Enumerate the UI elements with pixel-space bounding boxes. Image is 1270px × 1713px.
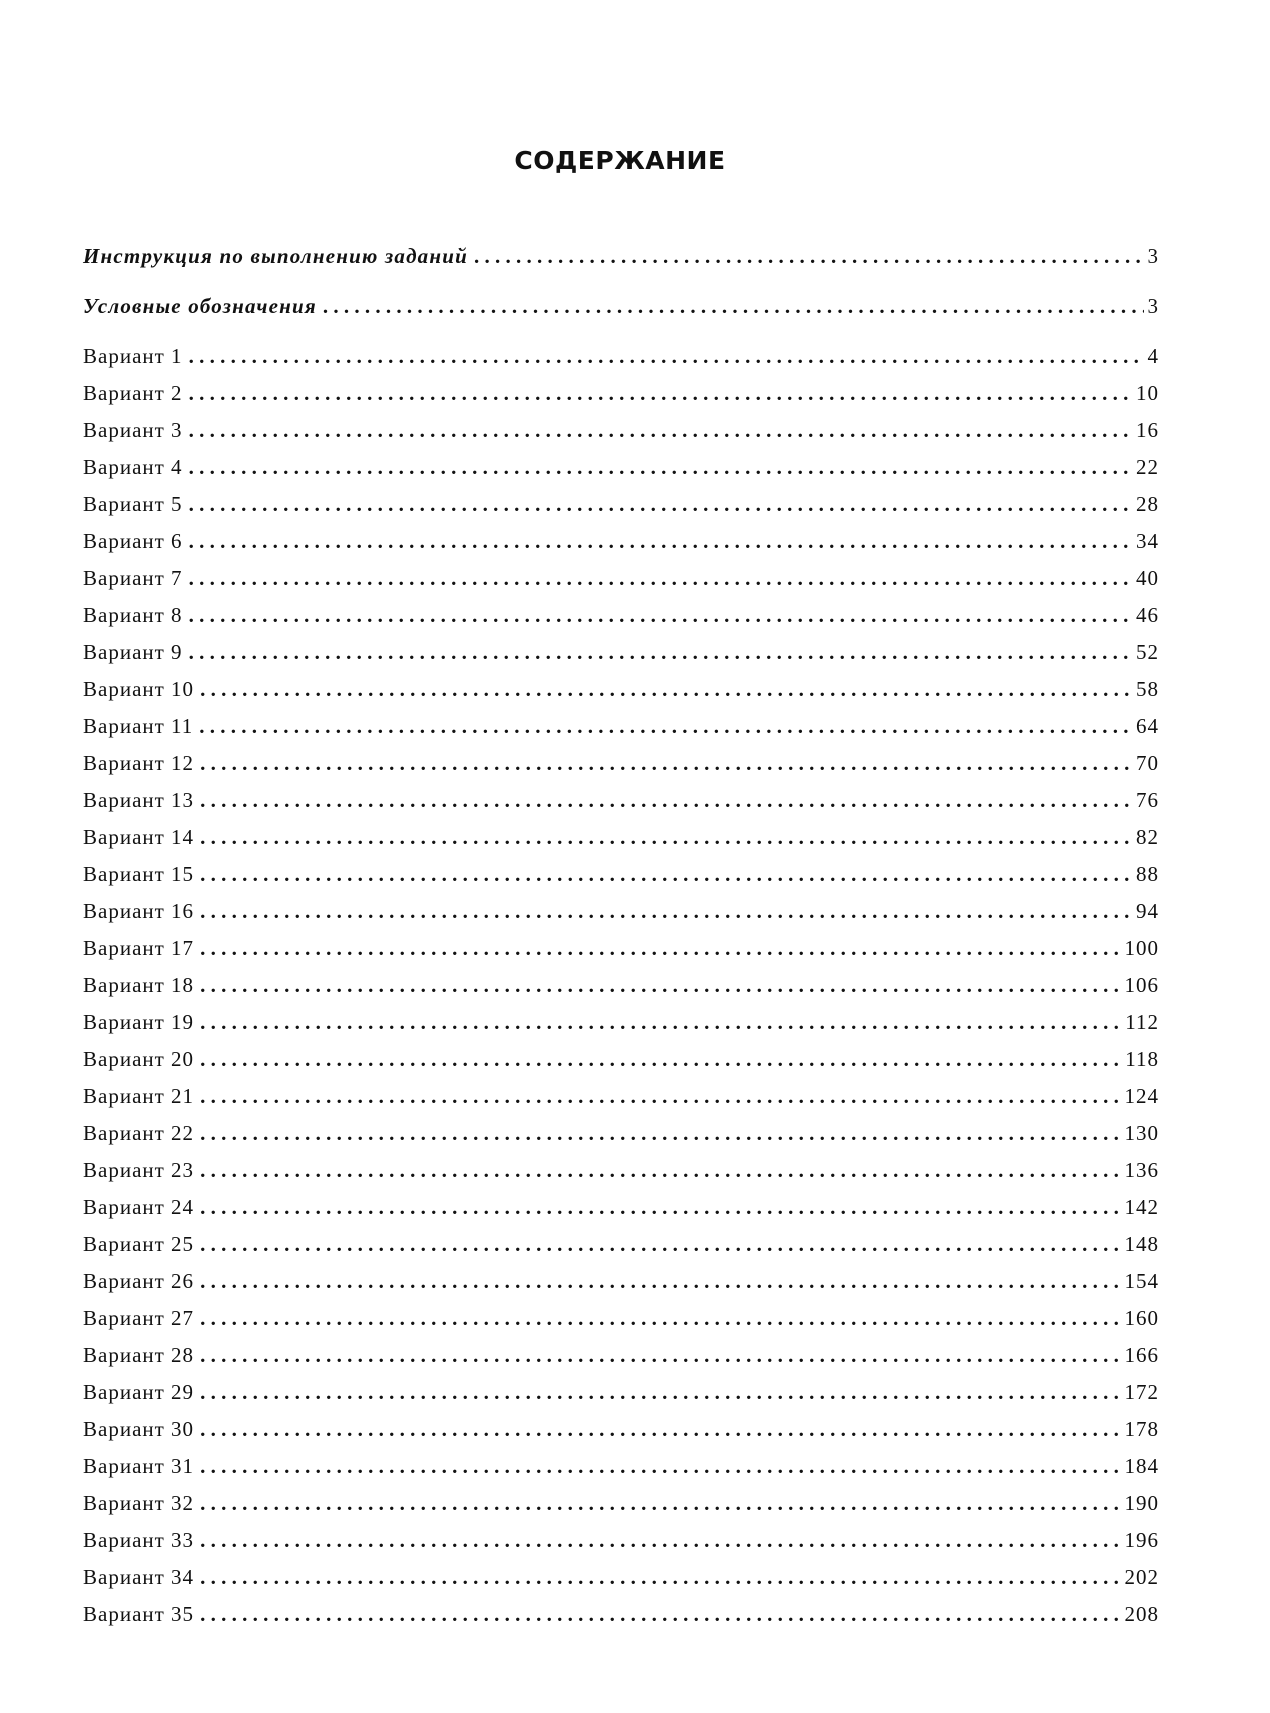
toc-variant-entry[interactable]	[83, 782, 1159, 819]
toc-entry-page-number: 52	[1136, 640, 1159, 664]
toc-entry-label: Вариант 7	[83, 566, 183, 590]
toc-entry-page-number: 76	[1136, 788, 1159, 812]
toc-variant-entry[interactable]	[83, 1189, 1159, 1226]
toc-entry-label: Вариант 33	[83, 1528, 195, 1552]
toc-entry-page-number: 196	[1124, 1528, 1159, 1552]
toc-entry-label: Вариант 21	[83, 1084, 195, 1108]
toc-variants	[83, 338, 1159, 1633]
toc-entry-label: Инструкция по выполнению заданий	[83, 244, 469, 268]
toc-entry-page-number: 184	[1124, 1454, 1159, 1478]
toc-variant-entry[interactable]	[83, 1559, 1159, 1596]
toc-variant-entry[interactable]	[83, 375, 1159, 412]
toc-variant-entry[interactable]	[83, 1041, 1159, 1078]
toc-entry-page-number: 3	[1147, 244, 1159, 268]
toc-entry-page-number: 94	[1136, 899, 1159, 923]
toc-entry-label: Вариант 32	[83, 1491, 195, 1515]
toc-entry-page-number: 124	[1124, 1084, 1159, 1108]
dot-leader	[189, 338, 1144, 375]
toc-variant-entry[interactable]	[83, 893, 1159, 930]
dot-leader	[474, 238, 1143, 275]
toc-variant-entry[interactable]	[83, 1522, 1159, 1559]
toc-entry-label: Вариант 4	[83, 455, 183, 479]
toc-entry-label: Вариант 23	[83, 1158, 195, 1182]
toc-entry-label: Вариант 6	[83, 529, 183, 553]
toc-entry-page-number: 166	[1124, 1343, 1159, 1367]
toc-entry-page-number: 160	[1124, 1306, 1159, 1330]
dot-leader	[200, 745, 1132, 782]
dot-leader	[200, 1596, 1120, 1633]
toc-variant-entry[interactable]	[83, 856, 1159, 893]
toc-entry-page-number: 154	[1124, 1269, 1159, 1293]
toc-entry-label: Вариант 3	[83, 418, 183, 442]
toc-sections	[83, 238, 1159, 338]
toc-entry-page-number: 58	[1136, 677, 1159, 701]
toc-variant-entry[interactable]	[83, 967, 1159, 1004]
dot-leader	[200, 1078, 1120, 1115]
toc-entry-page-number: 112	[1125, 1010, 1159, 1034]
toc-variant-entry[interactable]	[83, 708, 1159, 745]
toc-entry-page-number: 82	[1136, 825, 1159, 849]
toc-variant-entry[interactable]	[83, 1374, 1159, 1411]
toc-variant-entry[interactable]	[83, 1152, 1159, 1189]
dot-leader	[189, 523, 1132, 560]
toc-variant-entry[interactable]	[83, 819, 1159, 856]
dot-leader	[200, 782, 1132, 819]
toc-entry-label: Вариант 14	[83, 825, 195, 849]
dot-leader	[200, 1004, 1121, 1041]
page-title: СОДЕРЖАНИЕ	[514, 146, 726, 175]
toc-entry-page-number: 106	[1124, 973, 1159, 997]
toc-variant-entry[interactable]	[83, 1004, 1159, 1041]
toc-entry-label: Вариант 26	[83, 1269, 195, 1293]
dot-leader	[189, 597, 1132, 634]
toc-variant-entry[interactable]	[83, 486, 1159, 523]
toc-entry-page-number: 88	[1136, 862, 1159, 886]
toc-entry-page-number: 3	[1147, 294, 1159, 318]
dot-leader	[189, 634, 1132, 671]
dot-leader	[189, 449, 1132, 486]
toc-variant-entry[interactable]	[83, 560, 1159, 597]
toc-variant-entry[interactable]	[83, 1263, 1159, 1300]
dot-leader	[200, 1559, 1120, 1596]
toc-entry-page-number: 130	[1124, 1121, 1159, 1145]
toc-entry-label: Вариант 19	[83, 1010, 195, 1034]
toc-entry-label: Вариант 27	[83, 1306, 195, 1330]
dot-leader	[189, 412, 1132, 449]
toc-entry-label: Вариант 28	[83, 1343, 195, 1367]
dot-leader	[189, 486, 1132, 523]
toc-entry-page-number: 136	[1124, 1158, 1159, 1182]
toc-entry-label: Условные обозначения	[83, 294, 317, 318]
dot-leader	[200, 1374, 1120, 1411]
dot-leader	[200, 1448, 1120, 1485]
dot-leader	[323, 288, 1144, 325]
dot-leader	[200, 1337, 1120, 1374]
toc-variant-entry[interactable]	[83, 1448, 1159, 1485]
toc-variant-entry[interactable]	[83, 1337, 1159, 1374]
toc-entry-page-number: 16	[1136, 418, 1159, 442]
toc-variant-entry[interactable]	[83, 745, 1159, 782]
dot-leader	[200, 1115, 1120, 1152]
toc-variant-entry[interactable]	[83, 1596, 1159, 1633]
toc-entry-label: Вариант 25	[83, 1232, 195, 1256]
dot-leader	[200, 1411, 1120, 1448]
toc-entry-page-number: 4	[1147, 344, 1159, 368]
toc-entry-label: Вариант 15	[83, 862, 195, 886]
toc-entry-page-number: 118	[1125, 1047, 1159, 1071]
toc-entry-page-number: 34	[1136, 529, 1159, 553]
dot-leader	[200, 1263, 1120, 1300]
dot-leader	[200, 1226, 1120, 1263]
toc-variant-entry[interactable]	[83, 1411, 1159, 1448]
toc-entry-page-number: 40	[1136, 566, 1159, 590]
dot-leader	[200, 819, 1132, 856]
toc-variant-entry[interactable]	[83, 338, 1159, 375]
toc-section-entry[interactable]	[83, 238, 1159, 288]
toc-entry-label: Вариант 18	[83, 973, 195, 997]
toc-variant-entry[interactable]	[83, 412, 1159, 449]
toc-entry-label: Вариант 22	[83, 1121, 195, 1145]
toc-entry-label: Вариант 29	[83, 1380, 195, 1404]
dot-leader	[200, 967, 1120, 1004]
toc-entry-page-number: 172	[1124, 1380, 1159, 1404]
dot-leader	[200, 1041, 1121, 1078]
toc-entry-label: Вариант 31	[83, 1454, 195, 1478]
toc-entry-label: Вариант 16	[83, 899, 195, 923]
toc-entry-label: Вариант 2	[83, 381, 183, 405]
toc-entry-label: Вариант 17	[83, 936, 195, 960]
toc-variant-entry[interactable]	[83, 523, 1159, 560]
toc-variant-entry[interactable]	[83, 671, 1159, 708]
toc-entry-label: Вариант 30	[83, 1417, 195, 1441]
dot-leader	[200, 1522, 1120, 1559]
toc-entry-page-number: 28	[1136, 492, 1159, 516]
toc-variant-entry[interactable]	[83, 1226, 1159, 1263]
toc-entry-label: Вариант 35	[83, 1602, 195, 1626]
toc-entry-page-number: 142	[1124, 1195, 1159, 1219]
toc-entry-page-number: 178	[1124, 1417, 1159, 1441]
toc-variant-entry[interactable]	[83, 1115, 1159, 1152]
dot-leader	[200, 1300, 1120, 1337]
toc-entry-label: Вариант 34	[83, 1565, 195, 1589]
toc-entry-page-number: 148	[1124, 1232, 1159, 1256]
toc-entry-page-number: 100	[1124, 936, 1159, 960]
toc-entry-label: Вариант 12	[83, 751, 195, 775]
toc-variant-entry[interactable]	[83, 1078, 1159, 1115]
dot-leader	[199, 708, 1132, 745]
toc-entry-page-number: 208	[1124, 1602, 1159, 1626]
dot-leader	[189, 375, 1132, 412]
toc-entry-page-number: 70	[1136, 751, 1159, 775]
toc-variant-entry[interactable]	[83, 597, 1159, 634]
toc-variant-entry[interactable]	[83, 449, 1159, 486]
toc-variant-entry[interactable]	[83, 1485, 1159, 1522]
dot-leader	[200, 930, 1120, 967]
toc-entry-label: Вариант 10	[83, 677, 195, 701]
toc-section-entry[interactable]	[83, 288, 1159, 338]
toc-entry-label: Вариант 9	[83, 640, 183, 664]
toc-entry-page-number: 22	[1136, 455, 1159, 479]
dot-leader	[189, 560, 1132, 597]
dot-leader	[200, 1485, 1120, 1522]
toc-entry-label: Вариант 5	[83, 492, 183, 516]
dot-leader	[200, 671, 1132, 708]
toc-entry-page-number: 10	[1136, 381, 1159, 405]
toc-variant-entry[interactable]	[83, 1300, 1159, 1337]
toc-entry-label: Вариант 13	[83, 788, 195, 812]
dot-leader	[200, 1152, 1120, 1189]
toc-entry-label: Вариант 11	[83, 714, 194, 738]
dot-leader	[200, 856, 1132, 893]
dot-leader	[200, 893, 1132, 930]
toc-entry-page-number: 46	[1136, 603, 1159, 627]
toc-entry-page-number: 190	[1124, 1491, 1159, 1515]
toc-entry-label: Вариант 8	[83, 603, 183, 627]
toc-variant-entry[interactable]	[83, 634, 1159, 671]
dot-leader	[200, 1189, 1120, 1226]
table-of-contents	[83, 238, 1159, 1633]
toc-variant-entry[interactable]	[83, 930, 1159, 967]
toc-entry-label: Вариант 20	[83, 1047, 195, 1071]
toc-entry-page-number: 64	[1136, 714, 1159, 738]
toc-entry-label: Вариант 1	[83, 344, 183, 368]
toc-entry-label: Вариант 24	[83, 1195, 195, 1219]
toc-entry-page-number: 202	[1124, 1565, 1159, 1589]
